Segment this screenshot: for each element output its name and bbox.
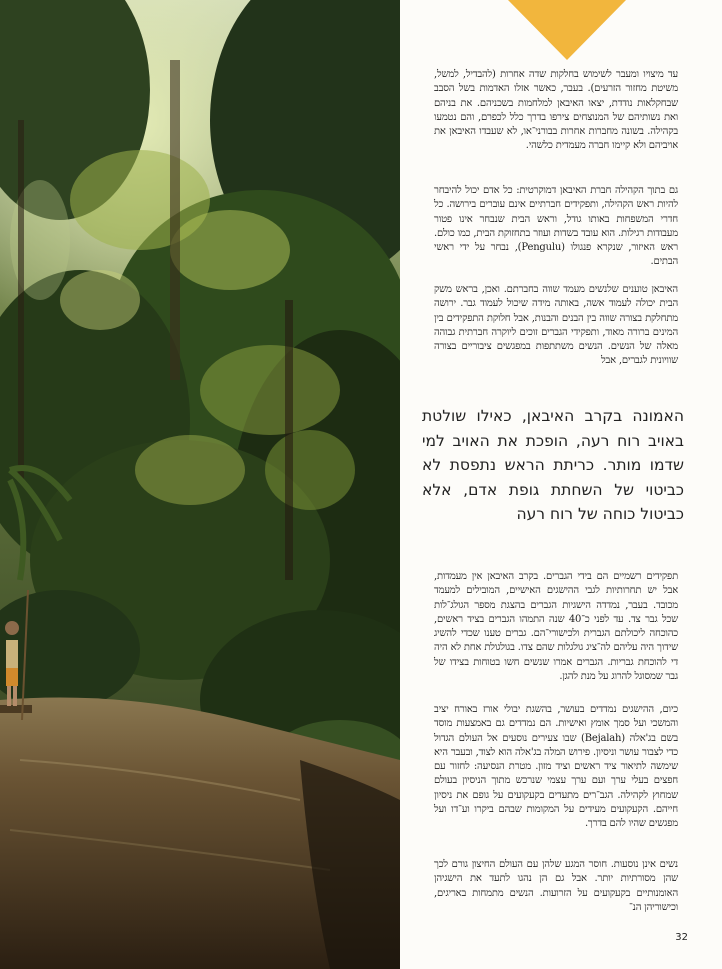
- accent-triangle: [508, 0, 626, 60]
- article-paragraph-2: גם בתוך הקהילה חברת האיבאן דמוקרטית: כל אדם יכול להיבחר להיות ראש הקהילה, ותפקידים חברתיים אינם עוברים בירושה. כל חדרי המשפחות באותו גודל, וראש הבית שנבחר אינו פטור מעבודות רגילות. הוא עובד בשדות ועוזר בתחזוקת הבית, כמו כולם. ראש האיזור, שנקרא פנגולו (Pengulu), נבחר על ידי ראשי הבתים.: [434, 185, 678, 268]
- article-paragraph-4: תפקידים רשמיים הם בידי הגברים. בקרב האיבאן אין מעמדות, אבל יש תחרותיות לגבי ההישגים האישיים, המובילים למעמד מכובד. בעבר, נמדדה הישגיות הגברים בהצגת מספר הגולג־לות שכל גבר צד. עד לפני כ־40 שנה התמהו הגברים בציד ראשים, כהוכחה ליכולתם הגברית ולכישורי־הם. גברים טענו שכדי להשיג שידוך היה עליהם לה־ציג גולגלות שהם צדו. בגולגולת אחת לא היה די להוכחת גבריות. הגברים אמרו שנשים חשו בטוחות בצידו של גבר שמסוגל להרוג על מנת להגן.: [434, 571, 679, 683]
- pull-quote: האמונה בקרב האיבאן, כאילו שולטת באויב רוח רעה, הופכת את האויב למי שדמו מותר. כריתת הראש נתפסת לא כביטוי של השחתת גופת אדם, אלא כביטול כוחה של רוח רעה: [422, 407, 684, 524]
- page-number: 32: [675, 932, 688, 943]
- article-paragraph-3: האיבאן טוענים שלנשים מעמד שווה בחברתם. ואכן, בראש משק הבית יכולה לעמוד אשה, באותה מידה שיכול לעמוד גבר. ירושה מתחלקת בצורה שווה בין הבנים והבנות, אבל חלוקת התפקידים בין המינים ברורה מאוד, ותפקידי הגברים זוכים ליוקרה חברתית גבוהה מאלה של הנשים. הנשים משתתפות במפגשים ציבוריים בצורה שוויונית לגברים, אבל: [434, 284, 678, 367]
- article-paragraph-5: כיום, ההישגים נמדדים בעושר, בהשגת יבולי אורז באורח יציב והמשכי ועל סמך אומץ ואישיות. הם נמדדים גם באמצעות מוסד בשם בג'אלה (Bejalah) שבו צעירים נוסעים אל העולם הגדול כדי לצבור עושר וניסיון. פירוש המלה בג'אלה הוא לצוד, ובעבר היא שימשה לתיאור ציד ראשים וציד מזון. מטרת הנסיעה: לחזור עם חפצים בעלי ערך ועם ערך עצמי שנרכש מתוך הניסיון בעולם שמחוץ לקהילה. הגב־רים מתעדים בקעקועים על גופם את ניסיון חייהם. הקעקועים מעידים על המקומות שבהם ביקרו וע־דו ועל מפגשים שהיו להם בדרך.: [434, 704, 678, 830]
- article-paragraph-1: עד מיצויו ומעבר לשימוש בחלקות שדה אחרות (להבדיל, למשל, משיטת מחזור הזרעים). בעבר, כאשר אזלו האדמות בשל הסבב שבחקלאות נודדת, יצאו האיבאן למלחמות בשכניהם. את בניהם ואת נשותיהם של המנוצחים צירפו בדרך כלל לכפרם, והם נטמעו בקהילה. בשונה מחברות אחרות בבורני־או, לא שעבדו האיבאן את אויביהם ולא קיימו חברה מעמדית כלשהי.: [434, 69, 678, 152]
- article-paragraph-6: נשים אינן נוסעות. חוסר המגע שלהן עם העולם החיצון גורם לכך שהן מסורתיות יותר. אבל גם הן נהגו לתעד את הישגיהן האומנותיים בקעקועים על הזרועות. הנשים מתמחות באריגים, וכישוריהן הנ־: [434, 859, 678, 913]
